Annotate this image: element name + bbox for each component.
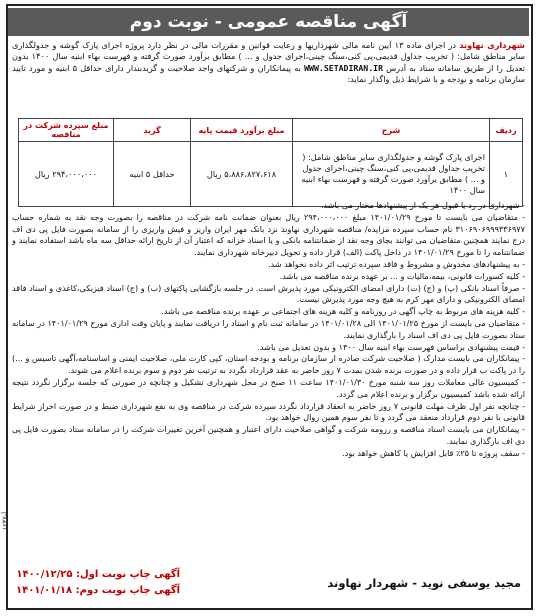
terms-list xyxy=(12,200,525,460)
term-item: - سقف پروژه تا ۲۵٪ قابل افزایش یا کاهش خواهد بود. xyxy=(342,447,525,458)
term-item: - کمیسیون عالی معاملات روز سه شنبه مورخ ۱۴۰۱/۰۱/۳۰ ساعت ۱۱ صبح در محل شهرداری تشکیل و چنانچه در صورتی که جلسه برگزار نگردد نتیجه ارائه شده باشد کمیسیون برگزار و برنده اعلام می گردد. xyxy=(12,376,525,399)
col-index: ردیف xyxy=(490,119,523,142)
intro-text-2: به پیمانکاران و شرکتهای واجد صلاحیت و گریدبندار دارای حداقل ۵ ابنیه و مورد تایید سازمان برنامه و بودجه و با شرایط ذیل واگذار نماید: xyxy=(12,62,525,85)
term-item: - صرفاً اسناد بانکی (پ) و (ج) (ت) دارای امضای الکترونیکی مورد پذیرش است. در جلسه بازگشایی پاکتهای (ب) و (ج) اسناد فیزیکی،کاغذی و اسناد فاقد امضای الکترونیکی و دارای مهر کرم به هیچ وجه مورد پذیرش نیست. xyxy=(12,282,525,305)
term-item: - پیمانکاران می بایست مدارک ( صلاحیت شرکت صادره از سازمان برنامه و بودجه استان، کپی کارت ملی، صلاحیت ایمنی و اساسنامه،آگهی تاسیس و ...) را در پاکت ب قرار داده و در صورت برنده شدن بمدت ۷ روز حاضر به عقد قرارداد نگردد به ترتیب نفر دوم و سوم برنده اعلام می شوند. xyxy=(12,353,525,376)
org-name: شهرداری نهاوند xyxy=(459,40,525,50)
term-item: - متقاضیان می بایست تا مورخ ۱۴۰۱/۰۱/۲۹ مبلغ ۲۹۴،۰۰۰،۰۰۰ ریال بعنوان ضمانت نامه شرکت در مناقصه را بصورت وجه نقد به شماره حساب ۳۱۰۶۹۰۶۹۹۹۳۳۶۹۷۷ نام حساب سپرده مزایده/ مناقصه شهرداری نهاوند نزد بانک مهر ایران واریز و فیش واریزی را از سامانه بصورت فایل پی دی اف درج نمایند همچنین متقاضیان می توانند بجای وجه نقد از ضمانتنامه بانکی و یا اسناد خزانه که اعتبار آن از تاریخ ارائه حداقل سه ماه باشد استفاده نمایند و ضمانتنامه را تا مورخ ۱۴۰۱/۰۱/۲۹ در داخل پاکت (الف) قرار داده و تحویل دبیرخانه شهرداری نمایند. xyxy=(12,211,526,258)
cell-base-price: ۵،۸۸۶،۸۲۷،۶۱۸ ریال xyxy=(191,142,293,207)
col-base-price: مبلغ برآورد قیمت پایه xyxy=(191,119,293,142)
term-item: - کلیه هزینه های مربوط به چاپ آگهی در روزنامه و کلیه هزینه های اجتماعی بر عهده برنده مناقصه می باشد. xyxy=(161,306,525,317)
tender-table xyxy=(18,118,523,207)
ad-footer xyxy=(8,560,529,606)
col-grade: گرید xyxy=(114,119,191,142)
cell-desc: اجرای پارک گوشه و جدولگذاری سایر مناطق شامل: ( تخریب جداول قدیمی،پی کنی،سنگ چینی،اجرای جدول و ... ) مطابق برآورد صورت گرفته و فهرست بهاء ابنیه سال ۱۴۰۰ xyxy=(293,142,490,207)
side-code: آ-۱۲۳۷ xyxy=(1,512,9,531)
term-item: - کلیه کسورات قانونی، بیمه،مالیات و ... بر عهده برنده مناقصه می باشد. xyxy=(279,270,525,281)
ad-title: آگهی مناقصه عمومی - نوبت دوم xyxy=(129,12,408,32)
setad-link[interactable]: WWW.SETADIRAN.IR xyxy=(304,62,383,73)
col-desc: شرح xyxy=(293,119,490,142)
term-item: - پیمانکاران می بایست اسناد مناقصه و رزومه شرکت و گواهی صلاحیت دارای اعتبار و همچنین آخرین تغییرات شرکت را در سامانه ستاد بصورت فایل پی دی اف بارگذاری نمایند. xyxy=(12,424,525,446)
signature: مجید یوسفی نوید - شهردار نهاوند xyxy=(327,576,521,590)
ad-header xyxy=(8,8,529,36)
cell-deposit: ۲۹۴،۰۰۰،۰۰۰ ریال xyxy=(19,142,114,207)
term-item: - به پیشنهادهای مخدوش و مشروط و فاقد سپرده ترتیب اثر داده نخواهد شد. xyxy=(267,258,525,269)
cell-grade: حداقل ۵ ابنیه xyxy=(114,142,191,207)
term-item: - چنانچه نفر اول ظرف مهلت قانونی ۷ روز حاضر به انعقاد قرارداد نگردد سپرده شرکت در مناقصه وی به نفع شهرداری ضبط و در صورت احراز شرایط قانونی با نفر دوم قرارداد منعقد می گردد و تا نفر سوم همین روال خواهد بود. xyxy=(12,400,525,423)
term-item: - متقاضیان می بایست از مورخ ۱۴۰۱/۰۱/۲۵ الی ۱۴۰۱/۰۱/۲۸ در سامانه ثبت نام و اسناد را دریافت نمایند و پایان وقت اداری مورخ ۱۴۰۱/۰۱/۲۹ در سامانه ستاد بصورت فایل پی دی اف اسناد را بارگذاری نمایند. xyxy=(12,317,525,340)
publish-date-second: آگهی چاپ نوبت دوم: ۱۴۰۱/۰۱/۱۸ xyxy=(16,585,181,596)
intro-paragraph xyxy=(12,40,525,86)
term-item: - شهرداری در رد یا قبول هر یک از پیشنهادها مختار می باشد. xyxy=(320,200,525,210)
term-item: - قیمت پیشنهادی براساس فهرست بهاء ابنیه سال ۱۴۰۰ و بدون تعدیل می باشد. xyxy=(257,341,525,352)
publish-date-first: آگهی چاپ نوبت اول: ۱۴۰۰/۱۲/۲۵ xyxy=(16,569,181,580)
intro-text-1: در اجرای ماده ۱۳ آیین نامه مالی شهرداریها و رعایت قوانین و مقررات مالی در نظر دارد پروژه اجرای پارک گوشه و جدولگذاری سایر مناطق شامل: ( تخریب جداول قدیمی،پی کنی،سنگ چینی،اجرای جدول و ... ) مطابق برآورد صورت گرفته و فهرست بهاء ابنیه سال ۱۴۰۰ بدون تعدیل را از طریق سامانه ستاد به آدرس xyxy=(12,40,525,73)
col-deposit: مبلغ سپرده شرکت در مناقصه xyxy=(19,119,114,142)
cell-index: ۱ xyxy=(490,142,523,207)
table-row xyxy=(19,142,523,207)
publish-dates xyxy=(8,567,180,599)
table-header-row xyxy=(19,119,523,142)
